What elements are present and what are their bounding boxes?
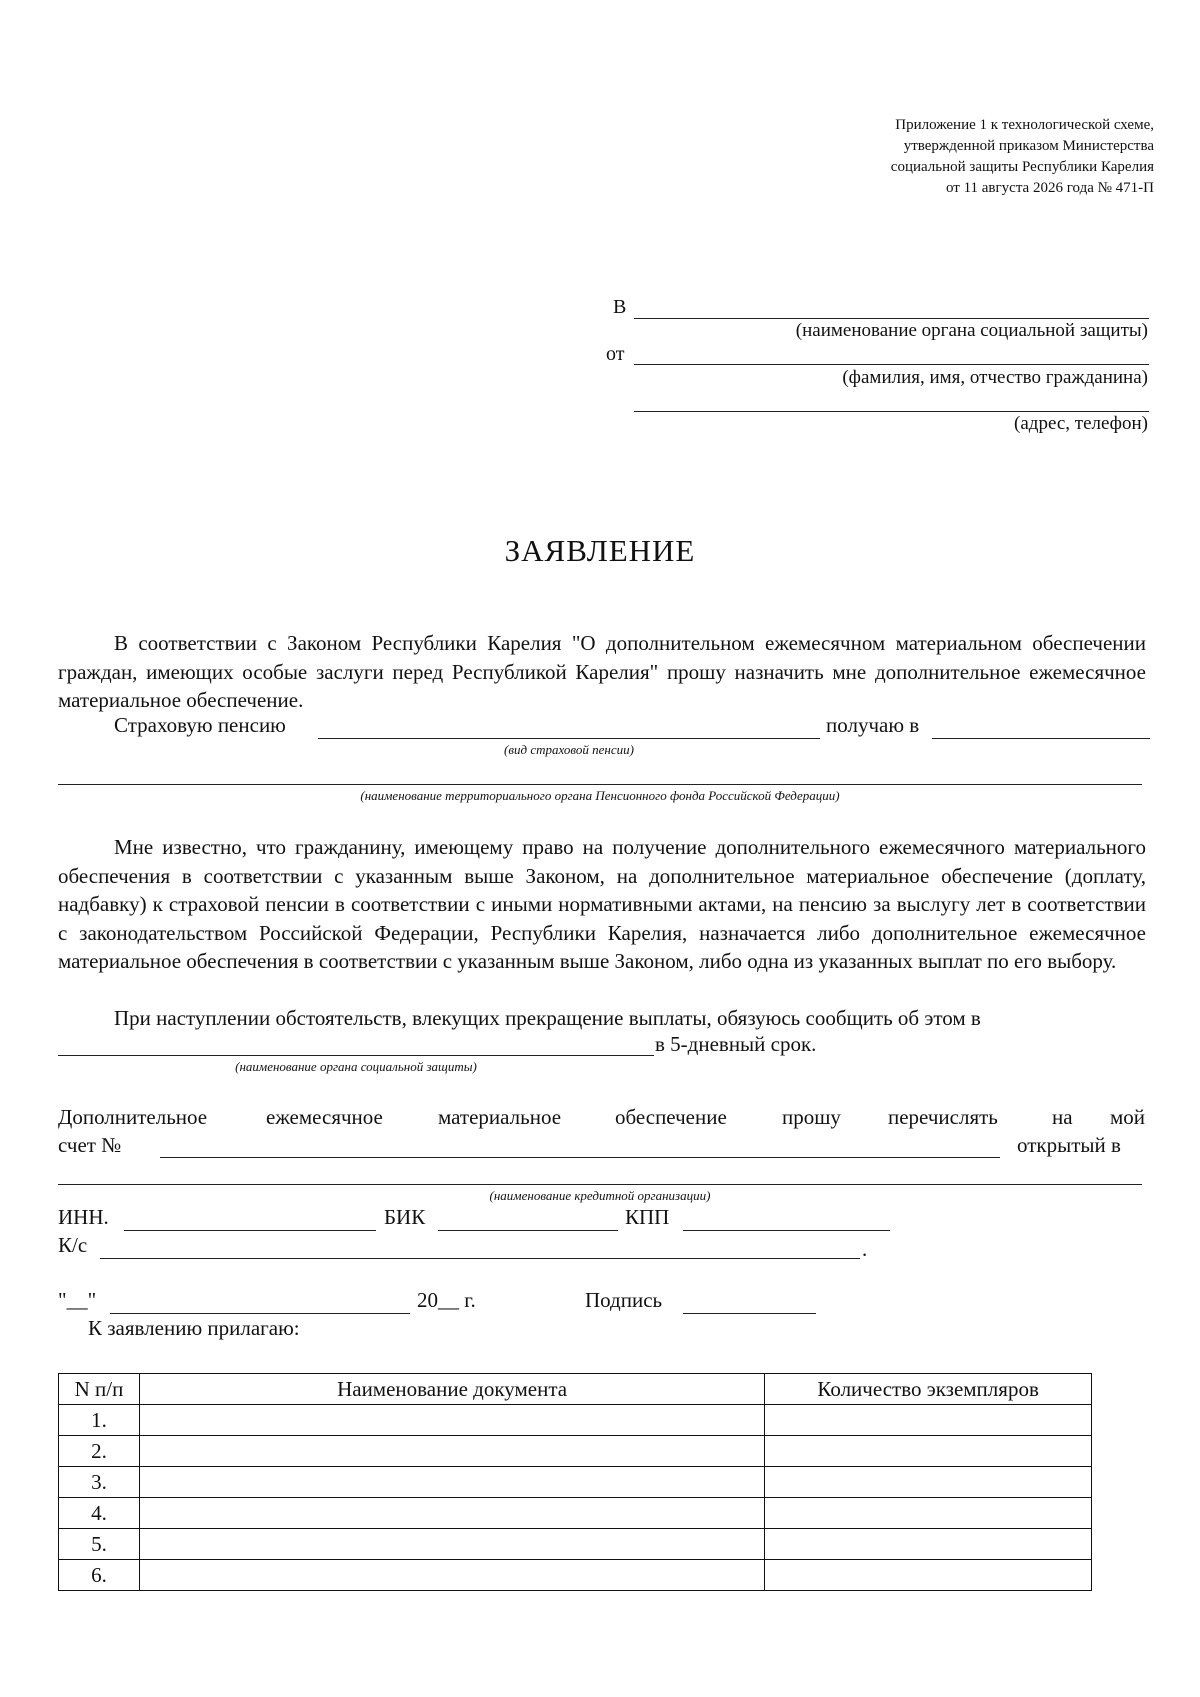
copies-cell[interactable] bbox=[765, 1529, 1092, 1560]
bank-name-caption: (наименование кредитной организации) bbox=[489, 1188, 711, 1203]
pension-type-caption: (вид страховой пенсии) bbox=[504, 742, 634, 757]
pfr-organ-caption: (наименование территориального органа Пенсионного фонда Российской Федерации) bbox=[360, 788, 840, 803]
appendix-line-2: утвержденной приказом Министерства bbox=[903, 138, 1154, 154]
opened-in-label: открытый в bbox=[1017, 1133, 1121, 1157]
copies-cell[interactable] bbox=[765, 1498, 1092, 1529]
document-title: ЗАЯВЛЕНИЕ bbox=[504, 533, 696, 568]
copies-cell[interactable] bbox=[765, 1560, 1092, 1591]
to-organ-caption: (наименование органа социальной защиты) bbox=[795, 320, 1148, 341]
date-quote-close: " bbox=[87, 1288, 97, 1312]
pension-label: Страховую пенсию bbox=[114, 713, 286, 737]
table-row bbox=[59, 1436, 1092, 1467]
table-header-row bbox=[59, 1374, 1092, 1405]
bik-field[interactable] bbox=[438, 1230, 618, 1231]
col-copies-header: Количество экземпляров bbox=[765, 1374, 1092, 1405]
obligation-term: в 5-дневный срок. bbox=[655, 1032, 817, 1056]
bank-word-7: на bbox=[1052, 1105, 1073, 1129]
row-number: 4. bbox=[59, 1498, 140, 1529]
intro-text: В соответствии с Законом Республики Карелия "О дополнительном ежемесячном материальном обеспечении граждан, имеющих особые заслуги перед Республикой Карелия" прошу назначить мне дополнительное ежемесячное материальное обеспечение. bbox=[58, 631, 1146, 712]
bank-word-2: ежемесячное bbox=[266, 1105, 383, 1129]
document-name-cell[interactable] bbox=[139, 1498, 764, 1529]
table-row bbox=[59, 1529, 1092, 1560]
row-number: 6. bbox=[59, 1560, 140, 1591]
appendix-line-3: социальной защиты Республики Карелия bbox=[890, 159, 1154, 175]
from-name-field[interactable] bbox=[634, 364, 1149, 365]
obligation-organ-field[interactable] bbox=[58, 1055, 654, 1056]
row-number: 2. bbox=[59, 1436, 140, 1467]
ks-field[interactable] bbox=[100, 1258, 860, 1259]
date-month-field[interactable] bbox=[110, 1313, 410, 1314]
from-label: от bbox=[606, 343, 625, 365]
notice-paragraph bbox=[58, 833, 1146, 976]
intro-paragraph bbox=[58, 629, 1146, 715]
to-organ-field[interactable] bbox=[634, 318, 1149, 319]
document-name-cell[interactable] bbox=[139, 1529, 764, 1560]
date-quote-open: " bbox=[58, 1288, 67, 1312]
to-label: В bbox=[613, 296, 627, 318]
pension-receive-label: получаю в bbox=[826, 713, 920, 737]
account-label: счет № bbox=[58, 1133, 122, 1157]
address-phone-field[interactable] bbox=[634, 411, 1149, 412]
pfr-organ-field[interactable] bbox=[58, 784, 1142, 785]
bank-word-5: прошу bbox=[782, 1105, 841, 1129]
bank-word-3: материальное bbox=[438, 1105, 562, 1129]
appendix-line-4: от 11 августа 2026 года № 471-П bbox=[945, 180, 1154, 196]
table-row bbox=[59, 1467, 1092, 1498]
copies-cell[interactable] bbox=[765, 1467, 1092, 1498]
pension-type-field[interactable] bbox=[318, 738, 820, 739]
bank-word-4: обеспечение bbox=[615, 1105, 727, 1129]
date-day-blank[interactable]: __ bbox=[66, 1288, 88, 1312]
date-year: 20__ г. bbox=[417, 1288, 476, 1312]
obligation-organ-caption: (наименование органа социальной защиты) bbox=[235, 1059, 477, 1074]
signature-label: Подпись bbox=[585, 1288, 663, 1312]
row-number: 5. bbox=[59, 1529, 140, 1560]
table-row bbox=[59, 1498, 1092, 1529]
obligation-text: При наступлении обстоятельств, влекущих прекращение выплаты, обязуюсь сообщить об этом в bbox=[114, 1006, 981, 1030]
table-row bbox=[59, 1405, 1092, 1436]
bank-word-1: Дополнительное bbox=[58, 1105, 208, 1129]
inn-label: ИНН. bbox=[58, 1205, 109, 1229]
kpp-field[interactable] bbox=[683, 1230, 890, 1231]
ks-label: К/с bbox=[58, 1233, 88, 1257]
bank-name-field[interactable] bbox=[58, 1184, 1142, 1185]
kpp-label: КПП bbox=[625, 1205, 670, 1229]
date-row bbox=[58, 1288, 96, 1313]
row-number: 1. bbox=[59, 1405, 140, 1436]
inn-field[interactable] bbox=[124, 1230, 376, 1231]
col-document-header: Наименование документа bbox=[139, 1374, 764, 1405]
ks-end: . bbox=[862, 1237, 868, 1261]
bank-word-6: перечислять bbox=[888, 1105, 998, 1129]
address-phone-caption: (адрес, телефон) bbox=[1014, 413, 1148, 434]
copies-cell[interactable] bbox=[765, 1405, 1092, 1436]
pension-receive-field[interactable] bbox=[932, 738, 1150, 739]
notice-text: Мне известно, что гражданину, имеющему право на получение дополнительного ежемесячного материального обеспечения в соответствии с указанным выше Законом, на дополнительное материальное обеспечение (доплату, надбавку) к страховой пенсии в соответствии с иными нормативными актами, на пенсию за выслугу лет в соответствии с законодательством Российской Федерации, Республики Карелия, назначается либо дополнительное ежемесячное материальное обеспечения в соответствии с указанным выше Законом, либо одна из указанных выплат по его выбору. bbox=[58, 835, 1146, 973]
attachments-intro: К заявлению прилагаю: bbox=[88, 1316, 300, 1340]
table-row bbox=[59, 1560, 1092, 1591]
signature-field[interactable] bbox=[683, 1313, 816, 1314]
appendix-line-1: Приложение 1 к технологической схеме, bbox=[895, 117, 1154, 133]
appendix-note bbox=[594, 115, 1154, 199]
from-name-caption: (фамилия, имя, отчество гражданина) bbox=[842, 367, 1148, 388]
document-name-cell[interactable] bbox=[139, 1436, 764, 1467]
document-name-cell[interactable] bbox=[139, 1467, 764, 1498]
bik-label: БИК bbox=[384, 1205, 426, 1229]
attachments-table bbox=[58, 1373, 1092, 1591]
col-number-header: N п/п bbox=[59, 1374, 140, 1405]
row-number: 3. bbox=[59, 1467, 140, 1498]
account-number-field[interactable] bbox=[160, 1157, 1000, 1158]
document-name-cell[interactable] bbox=[139, 1560, 764, 1591]
bank-word-8: мой bbox=[1110, 1105, 1146, 1129]
copies-cell[interactable] bbox=[765, 1436, 1092, 1467]
document-name-cell[interactable] bbox=[139, 1405, 764, 1436]
obligation-paragraph bbox=[58, 1004, 1146, 1033]
